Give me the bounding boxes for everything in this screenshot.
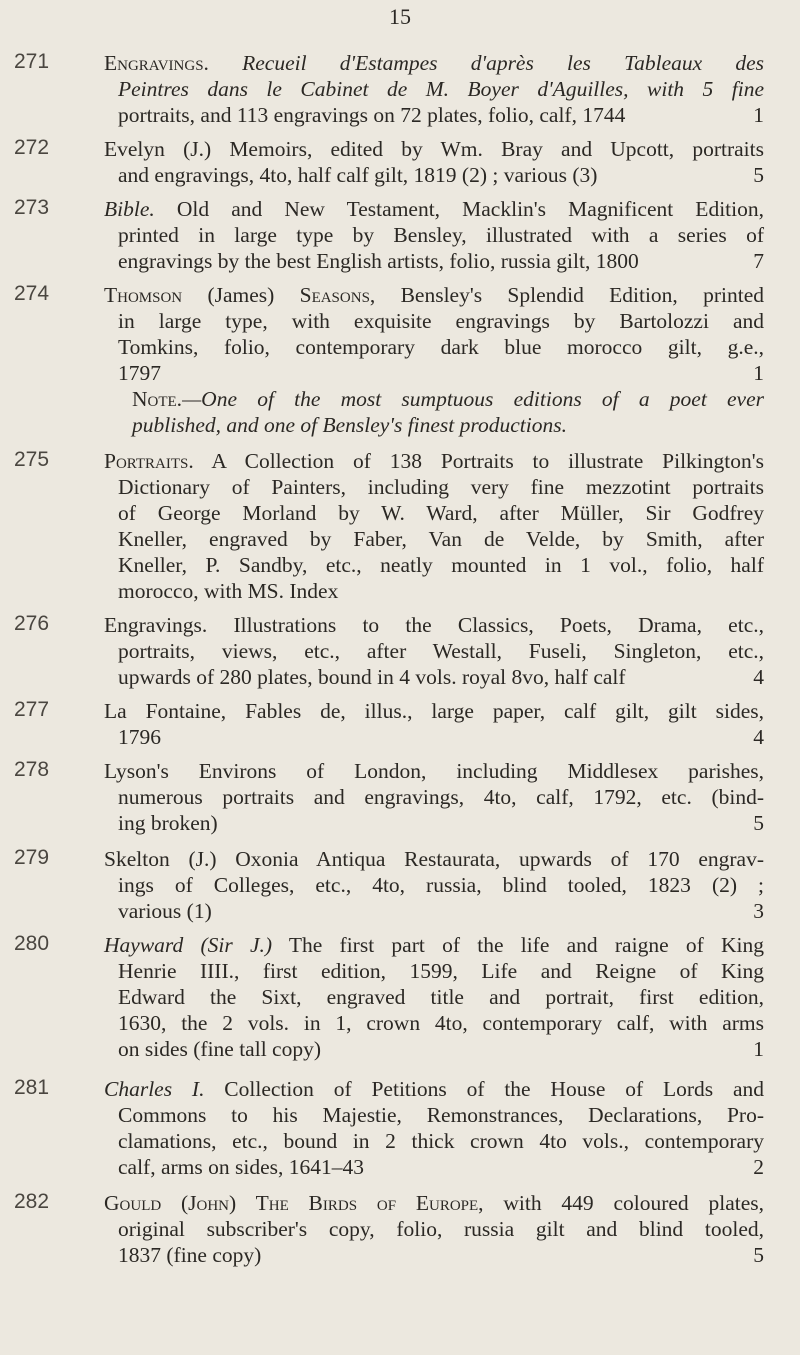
lot-line: various (1) 3 (118, 899, 764, 923)
lot-number: 279 (14, 846, 50, 869)
page-number: 15 (389, 4, 411, 29)
lot-number: 275 (14, 448, 50, 471)
lot-line: Hayward (Sir J.) The first part of the life and raigne of King (104, 933, 764, 957)
lot-line: Skelton (J.) Oxonia Antiqua Restaurata, upwards of 170 engrav- (104, 847, 764, 871)
lot-price: 2 (753, 1155, 764, 1179)
lot-line: engravings by the best English artists, folio, russia gilt, 1800 7 (118, 249, 764, 273)
lot-line: Commons to his Majestie, Remonstrances, Declarations, Pro- (118, 1103, 764, 1127)
lot-number: 282 (14, 1190, 50, 1213)
lot-line: Kneller, P. Sandby, etc., neatly mounted in 1 vol., folio, half (118, 553, 764, 577)
lot-line: clamations, etc., bound in 2 thick crown 4to vols., contemporary (118, 1129, 764, 1153)
lot-line: Henrie IIII., first edition, 1599, Life and Reigne of King (118, 959, 764, 983)
lot-line: 1837 (fine copy) 5 (118, 1243, 764, 1267)
lot-price: 4 (753, 725, 764, 749)
lot-number: 276 (14, 612, 50, 635)
lot-description (104, 846, 764, 924)
lot-line: printed in large type by Bensley, illustrated with a series of (118, 223, 764, 247)
lot-line: numerous portraits and engravings, 4to, calf, 1792, etc. (bind- (118, 785, 764, 809)
lot-line: upwards of 280 plates, bound in 4 vols. royal 8vo, half calf 4 (118, 665, 764, 689)
lot-description (104, 612, 764, 690)
lot-line: Engravings. Illustrations to the Classics, Poets, Drama, etc., (104, 613, 764, 637)
lot-description (104, 698, 764, 750)
lot-line: Portraits. A Collection of 138 Portraits to illustrate Pilkington's (104, 449, 764, 473)
lot-line: Bible. Old and New Testament, Macklin's Magnificent Edition, (104, 197, 764, 221)
lot-number: 274 (14, 282, 50, 305)
lot-line: Thomson (James) Seasons, Bensley's Splendid Edition, printed (104, 283, 764, 307)
lot-line: Edward the Sixt, engraved title and portrait, first edition, (118, 985, 764, 1009)
lot-price: 5 (753, 1243, 764, 1267)
lot-line: 1797 1 (118, 361, 764, 385)
lot-number: 271 (14, 50, 50, 73)
lot-description (104, 1190, 764, 1268)
lot-line: and engravings, 4to, half calf gilt, 1819 (2) ; various (3) 5 (118, 163, 764, 187)
lot-line: Evelyn (J.) Memoirs, edited by Wm. Bray and Upcott, portraits (104, 137, 764, 161)
lot-line: Tomkins, folio, contemporary dark blue morocco gilt, g.e., (118, 335, 764, 359)
lot-note: published, and one of Bensley's finest productions. (132, 413, 567, 437)
lot-price: 1 (753, 361, 764, 385)
lot-line: ings of Colleges, etc., 4to, russia, blind tooled, 1823 (2) ; (118, 873, 764, 897)
lot-line: 1630, the 2 vols. in 1, crown 4to, contemporary calf, with arms (118, 1011, 764, 1035)
lot-description (104, 50, 765, 128)
lot-line: La Fontaine, Fables de, illus., large paper, calf gilt, gilt sides, (104, 699, 764, 723)
lot-line: Dictionary of Painters, including very fine mezzotint portraits (118, 475, 764, 499)
lot-line: Gould (John) The Birds of Europe, with 449 coloured plates, (104, 1191, 764, 1215)
lot-note: Note.—One of the most sumptuous editions of a poet ever (132, 387, 764, 411)
lot-description (104, 758, 764, 836)
lot-line: calf, arms on sides, 1641–43 2 (118, 1155, 764, 1179)
lot-number: 273 (14, 196, 50, 219)
lot-number: 281 (14, 1076, 50, 1099)
lot-description (104, 282, 764, 438)
lot-description (104, 196, 764, 274)
lot-line: Kneller, engraved by Faber, Van de Velde, by Smith, after (118, 527, 764, 551)
lot-price: 7 (753, 249, 764, 273)
lot-number: 277 (14, 698, 50, 721)
lot-line: Engravings. Recueil d'Estampes d'après les Tableaux des (104, 51, 765, 75)
lot-line: portraits, and 113 engravings on 72 plates, folio, calf, 1744 1 (118, 103, 764, 127)
lot-price: 4 (753, 665, 764, 689)
lot-line: Peintres dans le Cabinet de M. Boyer d'Aguilles, with 5 fine (118, 77, 764, 101)
lot-line: 1796 4 (118, 725, 764, 749)
lot-number: 278 (14, 758, 50, 781)
lot-number: 272 (14, 136, 50, 159)
lot-line: Lyson's Environs of London, including Middlesex parishes, (104, 759, 764, 783)
lot-line: in large type, with exquisite engravings by Bartolozzi and (118, 309, 764, 333)
lot-line: ing broken) 5 (118, 811, 764, 835)
lot-price: 5 (753, 163, 764, 187)
lot-number: 280 (14, 932, 50, 955)
lot-line: portraits, views, etc., after Westall, Fuseli, Singleton, etc., (118, 639, 764, 663)
lot-description (104, 1076, 764, 1180)
lot-price: 1 (753, 1037, 764, 1061)
lot-line: on sides (fine tall copy) 1 (118, 1037, 764, 1061)
lot-line: Charles I. Collection of Petitions of the House of Lords and (104, 1077, 764, 1101)
lot-description (104, 448, 764, 604)
lot-price: 3 (753, 899, 764, 923)
lot-line: original subscriber's copy, folio, russia gilt and blind tooled, (118, 1217, 764, 1241)
lot-price: 5 (753, 811, 764, 835)
lot-description (104, 136, 764, 188)
lot-price: 1 (753, 103, 764, 127)
lot-line: of George Morland by W. Ward, after Müller, Sir Godfrey (118, 501, 764, 525)
lot-description (104, 932, 764, 1062)
lot-line: morocco, with MS. Index (118, 579, 339, 603)
